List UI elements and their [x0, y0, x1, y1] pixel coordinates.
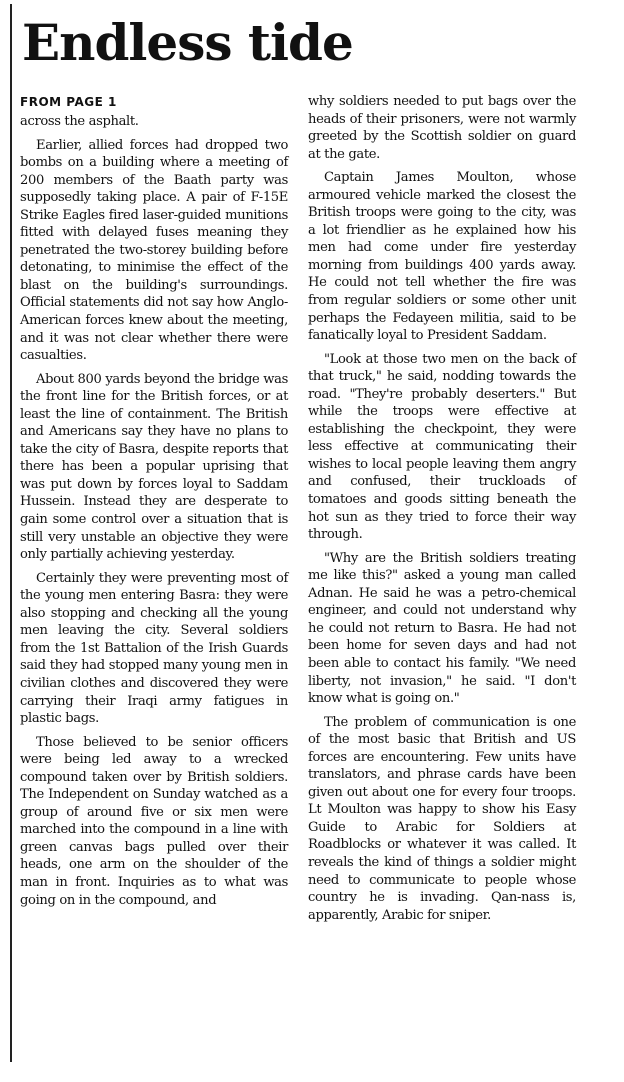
column-rule: [10, 4, 12, 1062]
paragraph: across the asphalt.: [20, 114, 139, 129]
kicker-from-page-1: FROM PAGE 1: [20, 95, 117, 109]
article-column-right: [308, 93, 576, 930]
paragraph: "Look at those two men on the back of that truck," he said, nodding towards the road. "They're probably deserters." But while the troops were effective at establishing the checkpoint, they were less effective at communicating their wishes to local people leaving them angry and confused, their truckloads of tomatoes and goods sitting beneath the hot sun as they tried to force their way through.: [308, 351, 576, 543]
headline: Endless tide: [22, 13, 353, 72]
paragraph: Earlier, allied forces had dropped two bombs on a building where a meeting of 200 members of the Baath party was supposedly taking place. A pair of F-15E Strike Eagles fired laser-guided munitions fitted with delayed fuses meaning they penetrated the two-storey building before detonating, to minimise the effect of the blast on the building's surroundings. Official statements did not say how Anglo-American forces knew about the meeting, and it was not clear whether there were casualties.: [20, 137, 288, 364]
paragraph: About 800 yards beyond the bridge was the front line for the British forces, or at least the line of containment. The British and Americans say they have no plans to take the city of Basra, despite reports that there has been a popular uprising that was put down by forces loyal to Saddam Hussein. Instead they are desperate to gain some control over a situation that is still very unstable an objective they were only partially achieving yesterday.: [20, 371, 288, 563]
paragraph: why soldiers needed to put bags over the heads of their prisoners, were not warmly greeted by the Scottish soldier on guard at the gate.: [308, 94, 576, 162]
paragraph: Certainly they were preventing most of the young men entering Basra: they were also stopping and checking all the young men leaving the city. Several soldiers from the 1st Battalion of the Irish Guards said they had stopped many young men in civilian clothes and discovered they were carrying their Iraqi army fatigues in plastic bags.: [20, 570, 288, 727]
paragraph: "Why are the British soldiers treating me like this?" asked a young man called Adnan. He said he was a petro-chemical engineer, and could not understand why he could not return to Basra. He had not been home for seven days and had not been able to contact his family. "We need liberty, not invasion," he said. "I don't know what is going on.": [308, 550, 576, 707]
paragraph: Those believed to be senior officers were being led away to a wrecked compound taken over by British soldiers. The Independent on Sunday watched as a group of around five or six men were marched into the compound in a line with green canvas bags pulled over their heads, one arm on the shoulder of the man in front. Inquiries as to what was going on in the compound, and: [20, 734, 288, 908]
paragraph: Captain James Moulton, whose armoured vehicle marked the closest the British troops were going to the city, was a lot friendlier as he explained how his men had come under fire yesterday morning from buildings 400 yards away. He could not tell whether the fire was from regular soldiers or some other unit perhaps the Fedayeen militia, said to be fanatically loyal to President Saddam.: [308, 170, 576, 344]
article-column-left: [20, 89, 288, 915]
paragraph: The problem of communication is one of the most basic that British and US forces are encountering. Few units have translators, and phrase cards have been given out about one for every four troops. Lt Moulton was happy to show his Easy Guide to Arabic for Soldiers at Roadblocks or whatever it was called. It reveals the kind of things a soldier might need to communicate to people whose country he is invading. Qan-nass is, apparently, Arabic for sniper.: [308, 714, 576, 923]
